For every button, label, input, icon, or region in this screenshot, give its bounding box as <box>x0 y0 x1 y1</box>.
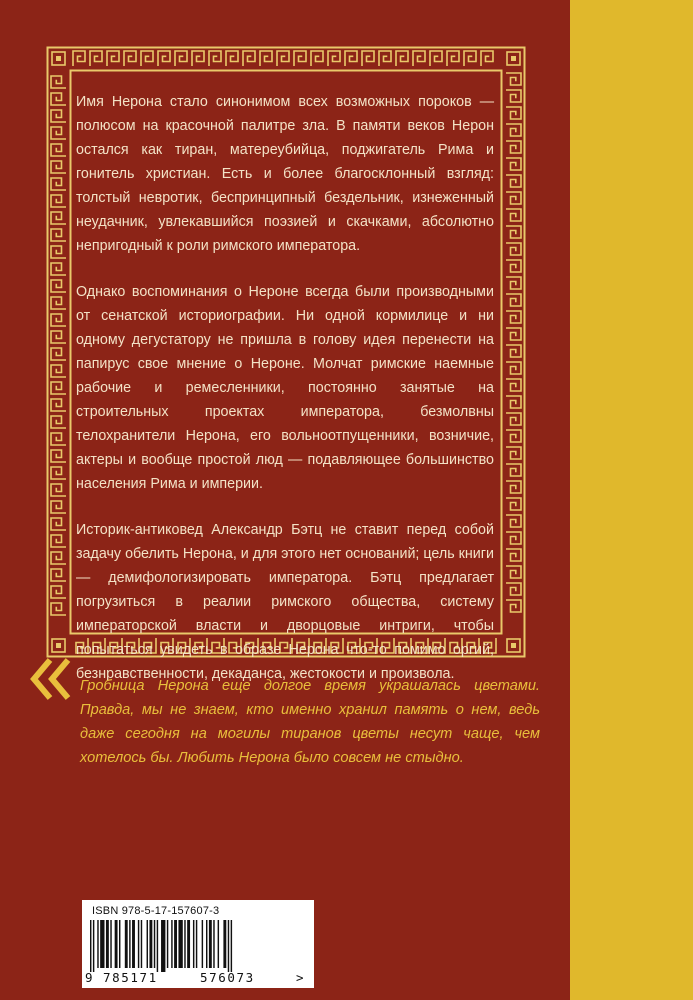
barcode-right-group: 576073 <box>200 970 255 985</box>
paragraph-1: Имя Нерона стало синонимом всех возможных пороков — полюсом на красочной палитре зла. В памяти веков Нерон остался как тиран, матереубийца, поджигатель Рима и гонитель христиан. Есть и более благосклонный взгляд: толстый невротик, беспринципный бездельник, изнеженный неудачник, увлекавшийся поэзией и скачками, абсолютно непригодный к роли римского императора. <box>76 94 494 254</box>
description-text <box>76 90 494 708</box>
barcode-left-group: 785171 <box>103 970 158 985</box>
barcode-bars <box>90 920 298 972</box>
pull-quote: Гробница Нерона еще долгое время украшалась цветами. Правда, мы не знаем, кто именно хранил память о нем, ведь даже сегодня на могилы тиранов цветы несут чаще, чем хотелось бы. Любить Нерона было совсем не стыдно. <box>80 678 540 766</box>
isbn-label: ISBN 978-5-17-157607-3 <box>92 905 220 917</box>
quote-icon <box>28 654 76 704</box>
side-stripe <box>570 0 693 1000</box>
paragraph-3: Историк-антиковед Александр Бэтц не ставит перед собой задачу обелить Нерона, и для этого нет оснований; цель книги — демифологизировать императора. Бэтц предлагает погрузиться в реалии римского общества, систему императорской власти и дворцовые интриги, чтобы попытаться увидеть в образе Нерона что-то помимо оргий, безнравственности, декаданса, жестокости и произвола. <box>76 522 494 682</box>
barcode <box>82 900 314 988</box>
barcode-arrow: > <box>296 970 304 985</box>
barcode-first-digit: 9 <box>85 970 93 985</box>
barcode-digits <box>82 970 314 986</box>
paragraph-2: Однако воспоминания о Нероне всегда были производными от сенатской историографии. Ни одной кормилице и ни одному дегустатору не пришла в голову идея перенести на папирус свое мнение о Нероне. Молчат римские наемные рабочие и ремесленники, постоянно занятые на строительных проектах императора, безмолвны телохранители Нерона, его вольноотпущенники, возничие, актеры и вообще простой люд — подавляющее большинство населения Рима и империи. <box>76 284 494 492</box>
